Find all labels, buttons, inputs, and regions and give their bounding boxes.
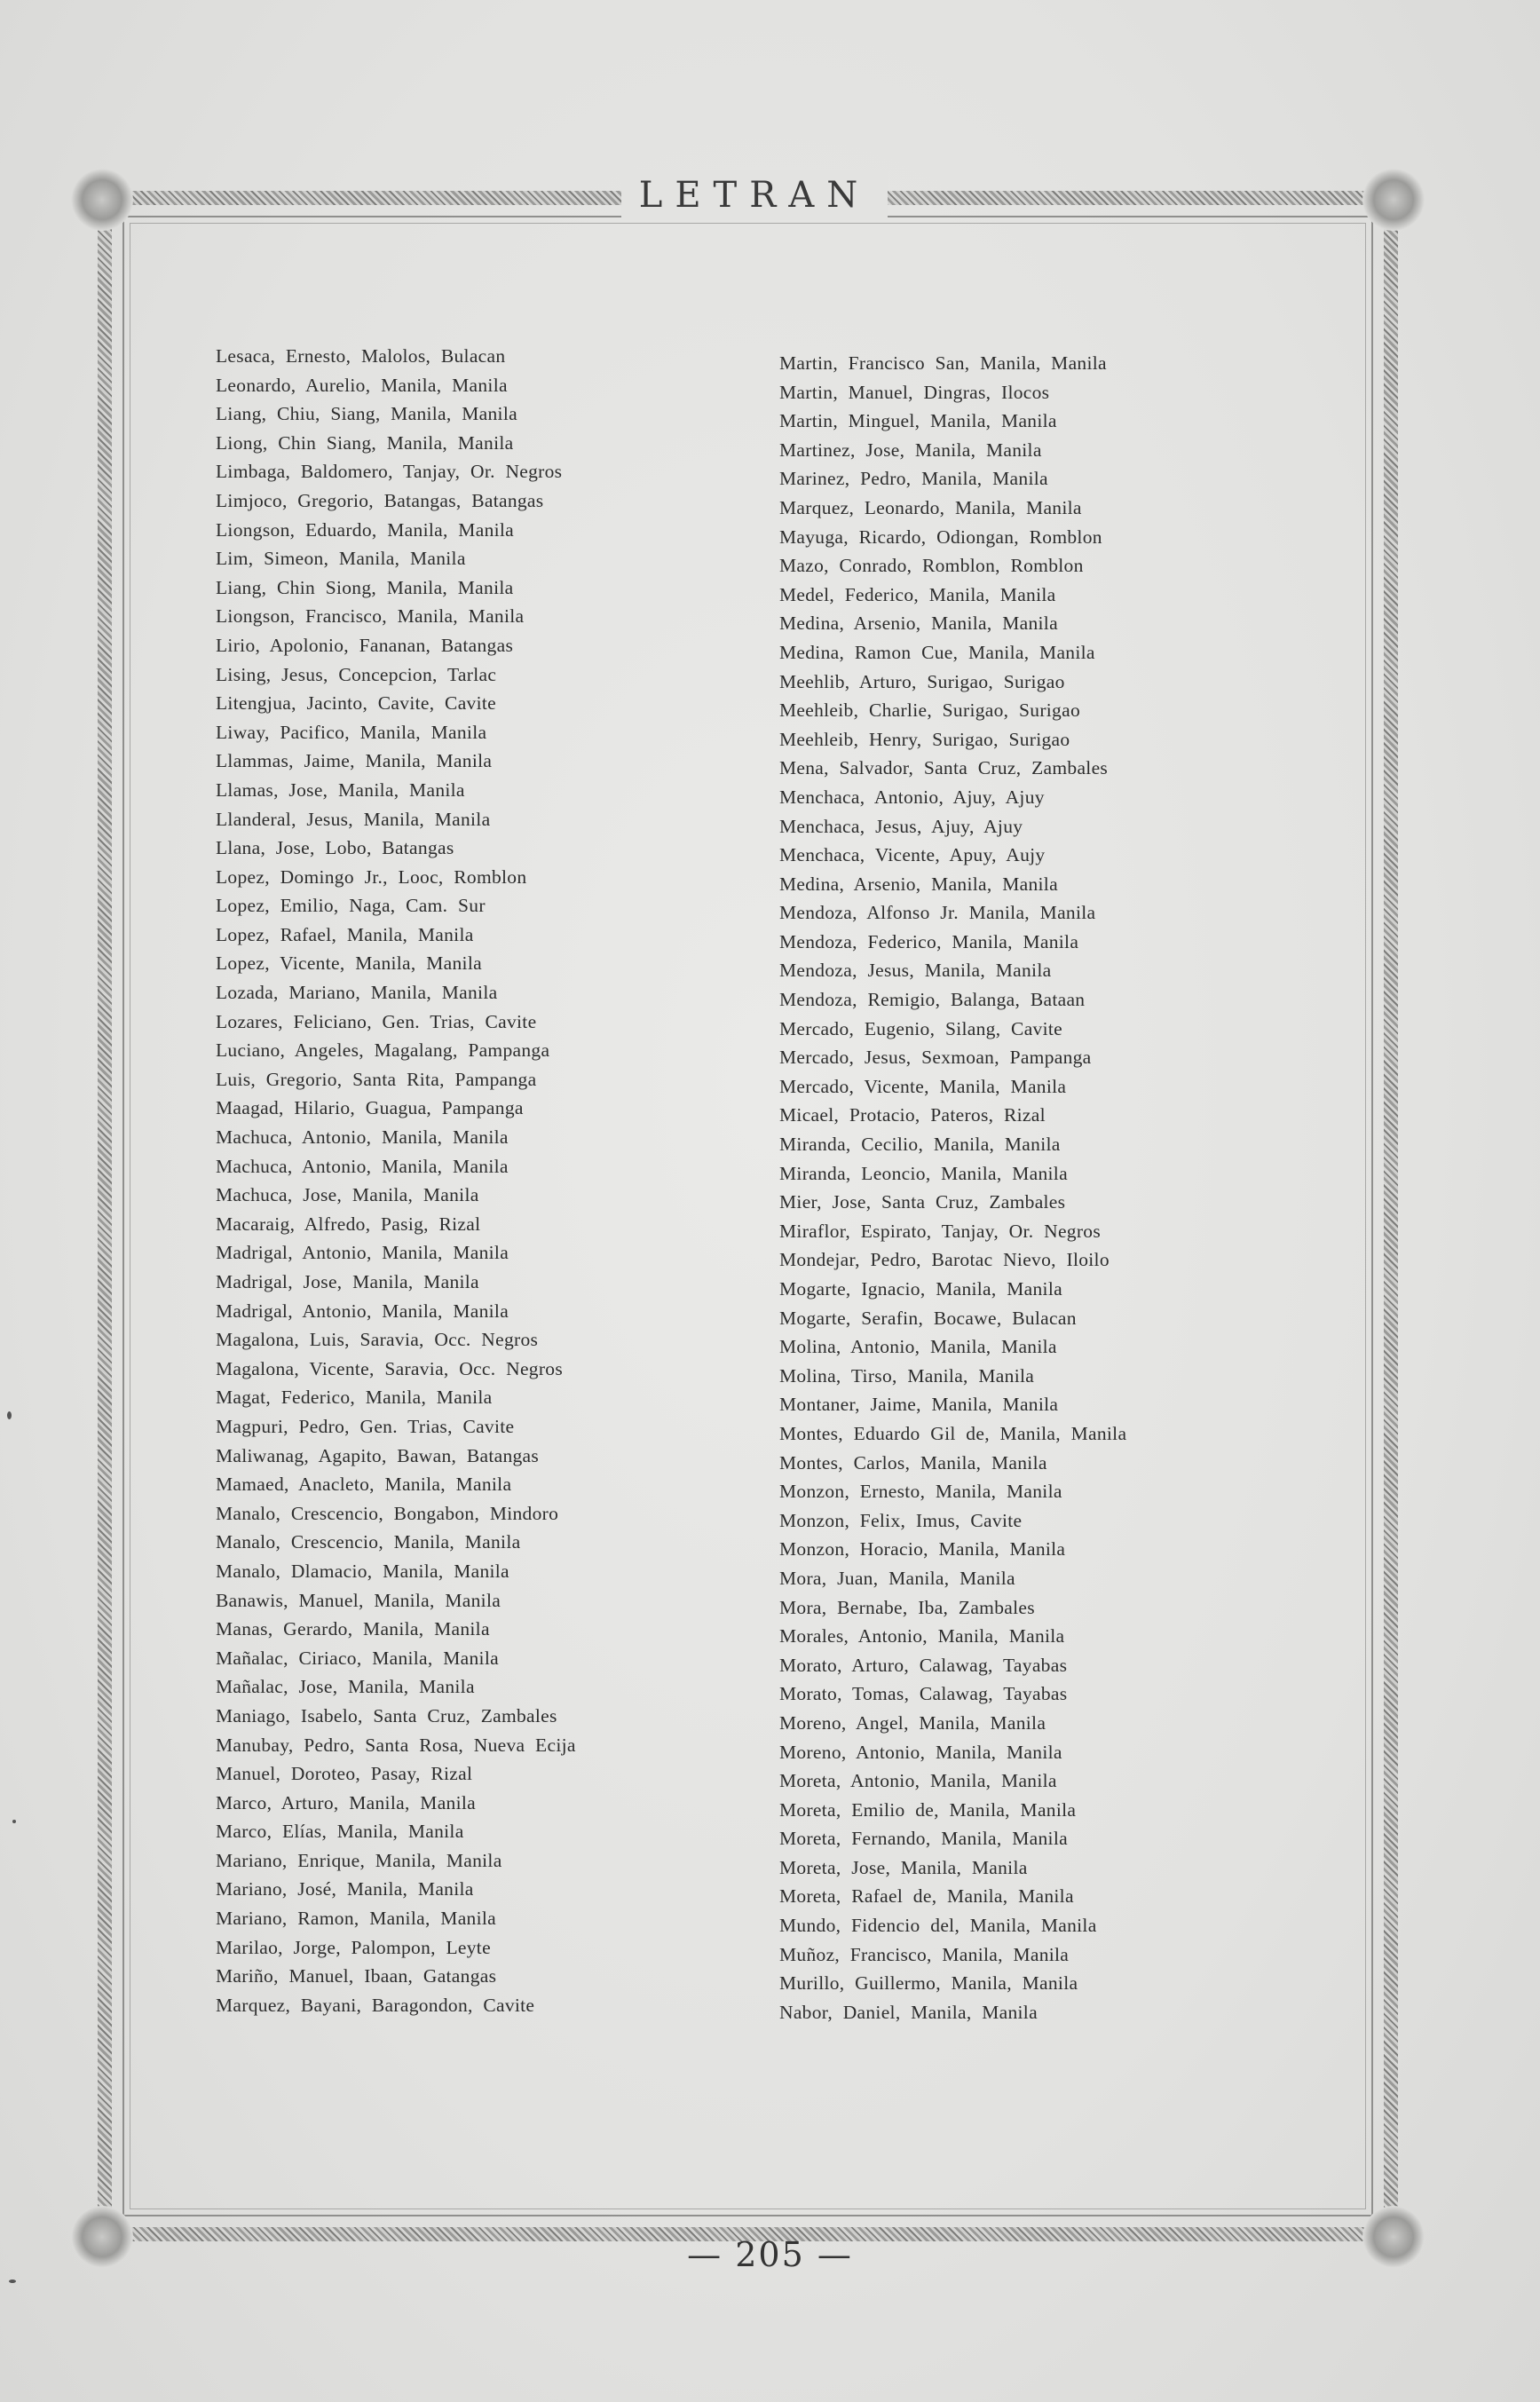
list-item: Mamaed, Anacleto, Manila, Manila: [216, 1474, 512, 1496]
list-item: Montes, Carlos, Manila, Manila: [779, 1451, 1047, 1474]
list-item: Limjoco, Gregorio, Batangas, Batangas: [216, 489, 544, 511]
list-item: Medina, Ramon Cue, Manila, Manila: [779, 641, 1095, 663]
list-item: Lopez, Rafael, Manila, Manila: [216, 923, 474, 945]
list-item: Murillo, Guillermo, Manila, Manila: [779, 1972, 1078, 1995]
list-item: Magalona, Luis, Saravia, Occ. Negros: [216, 1329, 539, 1351]
list-item: Mendoza, Jesus, Manila, Manila: [779, 960, 1052, 982]
list-item: Medel, Federico, Manila, Manila: [779, 583, 1056, 605]
list-item: Mañalac, Jose, Manila, Manila: [216, 1676, 475, 1698]
list-item: Moreta, Rafael de, Manila, Manila: [779, 1885, 1074, 1908]
list-item: Mogarte, Ignacio, Manila, Manila: [779, 1278, 1062, 1300]
list-item: Martin, Minguel, Manila, Manila: [779, 410, 1057, 432]
list-item: Mogarte, Serafin, Bocawe, Bulacan: [779, 1307, 1077, 1329]
list-item: Madrigal, Jose, Manila, Manila: [216, 1271, 479, 1292]
list-item: Mora, Bernabe, Iba, Zambales: [779, 1596, 1035, 1618]
list-item: Mercado, Vicente, Manila, Manila: [779, 1075, 1067, 1097]
list-item: Monzon, Felix, Imus, Cavite: [779, 1509, 1023, 1531]
list-item: Llammas, Jaime, Manila, Manila: [216, 750, 493, 772]
list-item: Muñoz, Francisco, Manila, Manila: [779, 1943, 1070, 1965]
list-item: Machuca, Antonio, Manila, Manila: [216, 1126, 509, 1149]
list-item: Molina, Tirso, Manila, Manila: [779, 1364, 1035, 1387]
list-item: Madrigal, Antonio, Manila, Manila: [216, 1242, 509, 1264]
print-speck: [7, 1411, 12, 1419]
list-item: Marquez, Bayani, Baragondon, Cavite: [216, 1994, 535, 2016]
list-item: Morato, Tomas, Calawag, Tayabas: [779, 1683, 1068, 1705]
list-item: Magalona, Vicente, Saravia, Occ. Negros: [216, 1357, 564, 1379]
list-item: Lising, Jesus, Concepcion, Tarlac: [216, 663, 497, 685]
list-item: Micael, Protacio, Pateros, Rizal: [779, 1104, 1046, 1126]
list-item: Morales, Antonio, Manila, Manila: [779, 1625, 1065, 1647]
list-item: Mariño, Manuel, Ibaan, Gatangas: [216, 1965, 497, 1987]
list-item: Mendoza, Remigio, Balanga, Bataan: [779, 989, 1086, 1011]
list-item: Mendoza, Federico, Manila, Manila: [779, 930, 1079, 952]
list-item: Luciano, Angeles, Magalang, Pampanga: [216, 1039, 550, 1062]
list-item: Lopez, Domingo Jr., Looc, Romblon: [216, 865, 527, 888]
list-item: Moreta, Emilio de, Manila, Manila: [779, 1798, 1077, 1821]
list-item: Luis, Gregorio, Santa Rita, Pampanga: [216, 1068, 537, 1090]
list-item: Meehleib, Henry, Surigao, Surigao: [779, 728, 1070, 750]
list-item: Lozada, Mariano, Manila, Manila: [216, 982, 498, 1004]
print-speck: [12, 1820, 16, 1823]
list-item: Molina, Antonio, Manila, Manila: [779, 1336, 1057, 1358]
list-item: Machuca, Antonio, Manila, Manila: [216, 1155, 509, 1177]
list-item: Manuel, Doroteo, Pasay, Rizal: [216, 1763, 473, 1785]
list-item: Miranda, Leoncio, Manila, Manila: [779, 1162, 1068, 1184]
list-item: Limbaga, Baldomero, Tanjay, Or. Negros: [216, 461, 563, 483]
list-item: Liang, Chiu, Siang, Manila, Manila: [216, 403, 517, 425]
list-item: Mercado, Jesus, Sexmoan, Pampanga: [779, 1047, 1092, 1069]
list-item: Liongson, Eduardo, Manila, Manila: [216, 518, 515, 541]
list-item: Mundo, Fidencio del, Manila, Manila: [779, 1915, 1097, 1937]
list-item: Meehleib, Charlie, Surigao, Surigao: [779, 699, 1080, 722]
list-item: Miraflor, Espirato, Tanjay, Or. Negros: [779, 1220, 1102, 1242]
list-item: Marco, Elías, Manila, Manila: [216, 1821, 464, 1843]
list-item: Menchaca, Antonio, Ajuy, Ajuy: [779, 786, 1045, 808]
list-item: Montes, Eduardo Gil de, Manila, Manila: [779, 1422, 1127, 1444]
left-name-list: [216, 342, 784, 2019]
list-item: Marilao, Jorge, Palompon, Leyte: [216, 1936, 491, 1958]
page-number: — 205 —: [687, 2235, 853, 2274]
list-item: Llanderal, Jesus, Manila, Manila: [216, 808, 491, 830]
list-item: Marquez, Leonardo, Manila, Manila: [779, 496, 1082, 518]
list-item: Montaner, Jaime, Manila, Manila: [779, 1394, 1059, 1416]
page-title: LETRAN: [638, 175, 871, 216]
list-item: Llana, Jose, Lobo, Batangas: [216, 837, 454, 859]
list-item: Maagad, Hilario, Guagua, Pampanga: [216, 1097, 524, 1119]
list-item: Manalo, Crescencio, Manila, Manila: [216, 1531, 521, 1553]
header: [621, 170, 888, 220]
list-item: Llamas, Jose, Manila, Manila: [216, 778, 465, 801]
list-item: Manalo, Dlamacio, Manila, Manila: [216, 1560, 509, 1582]
list-item: Medina, Arsenio, Manila, Manila: [779, 612, 1058, 635]
list-item: Mayuga, Ricardo, Odiongan, Romblon: [779, 525, 1102, 548]
list-item: Manalo, Crescencio, Bongabon, Mindoro: [216, 1502, 559, 1524]
list-item: Manubay, Pedro, Santa Rosa, Nueva Ecija: [216, 1734, 576, 1756]
list-item: Meehlib, Arturo, Surigao, Surigao: [779, 670, 1065, 692]
list-item: Maliwanag, Agapito, Bawan, Batangas: [216, 1444, 540, 1466]
list-item: Moreta, Jose, Manila, Manila: [779, 1856, 1028, 1878]
list-item: Morato, Arturo, Calawag, Tayabas: [779, 1654, 1068, 1676]
list-item: Mercado, Eugenio, Silang, Cavite: [779, 1017, 1062, 1039]
list-item: Lozares, Feliciano, Gen. Trias, Cavite: [216, 1010, 537, 1032]
list-item: Monzon, Ernesto, Manila, Manila: [779, 1481, 1062, 1503]
list-item: Lesaca, Ernesto, Malolos, Bulacan: [216, 345, 506, 367]
list-item: Liongson, Francisco, Manila, Manila: [216, 605, 525, 628]
list-item: Mariano, José, Manila, Manila: [216, 1878, 474, 1900]
list-item: Mena, Salvador, Santa Cruz, Zambales: [779, 757, 1109, 779]
list-item: Lopez, Vicente, Manila, Manila: [216, 952, 482, 975]
list-item: Mazo, Conrado, Romblon, Romblon: [779, 555, 1084, 577]
list-item: Martinez, Jose, Manila, Manila: [779, 439, 1042, 461]
list-item: Miranda, Cecilio, Manila, Manila: [779, 1134, 1061, 1156]
list-item: Martin, Manuel, Dingras, Ilocos: [779, 381, 1050, 403]
list-item: Moreno, Antonio, Manila, Manila: [779, 1741, 1062, 1763]
list-item: Nabor, Daniel, Manila, Manila: [779, 2001, 1038, 2023]
corner-ornament-icon: [71, 169, 133, 231]
corner-ornament-icon: [1362, 169, 1425, 231]
list-item: Menchaca, Jesus, Ajuy, Ajuy: [779, 815, 1023, 837]
list-item: Moreta, Antonio, Manila, Manila: [779, 1770, 1057, 1792]
list-item: Medina, Arsenio, Manila, Manila: [779, 873, 1058, 895]
list-item: Mañalac, Ciriaco, Manila, Manila: [216, 1647, 499, 1669]
list-item: Machuca, Jose, Manila, Manila: [216, 1184, 479, 1206]
list-item: Macaraig, Alfredo, Pasig, Rizal: [216, 1213, 481, 1235]
list-item: Lim, Simeon, Manila, Manila: [216, 548, 466, 570]
list-item: Marinez, Pedro, Manila, Manila: [779, 468, 1048, 490]
list-item: Madrigal, Antonio, Manila, Manila: [216, 1300, 509, 1322]
list-item: Lirio, Apolonio, Fananan, Batangas: [216, 634, 514, 656]
list-item: Martin, Francisco San, Manila, Manila: [779, 352, 1107, 374]
list-item: Leonardo, Aurelio, Manila, Manila: [216, 374, 508, 396]
list-item: Liong, Chin Siang, Manila, Manila: [216, 431, 514, 454]
list-item: Moreno, Angel, Manila, Manila: [779, 1711, 1046, 1734]
list-item: Manas, Gerardo, Manila, Manila: [216, 1618, 490, 1640]
list-item: Maniago, Isabelo, Santa Cruz, Zambales: [216, 1704, 557, 1726]
list-item: Mier, Jose, Santa Cruz, Zambales: [779, 1191, 1066, 1213]
list-item: Monzon, Horacio, Manila, Manila: [779, 1538, 1066, 1561]
list-item: Mariano, Enrique, Manila, Manila: [216, 1849, 502, 1871]
list-item: Magat, Federico, Manila, Manila: [216, 1387, 493, 1409]
list-item: Mariano, Ramon, Manila, Manila: [216, 1908, 496, 1930]
print-speck: [9, 2280, 16, 2283]
list-item: Litengjua, Jacinto, Cavite, Cavite: [216, 692, 496, 715]
list-item: Banawis, Manuel, Manila, Manila: [216, 1589, 501, 1611]
list-item: Marco, Arturo, Manila, Manila: [216, 1791, 476, 1813]
list-item: Liway, Pacifico, Manila, Manila: [216, 721, 487, 743]
list-item: Mora, Juan, Manila, Manila: [779, 1567, 1015, 1589]
list-item: Mondejar, Pedro, Barotac Nievo, Iloilo: [779, 1249, 1110, 1271]
right-name-list: [779, 349, 1347, 2027]
list-item: Mendoza, Alfonso Jr. Manila, Manila: [779, 902, 1096, 924]
list-item: Moreta, Fernando, Manila, Manila: [779, 1828, 1068, 1850]
list-item: Menchaca, Vicente, Apuy, Aujy: [779, 844, 1046, 866]
list-item: Lopez, Emilio, Naga, Cam. Sur: [216, 895, 486, 917]
list-item: Magpuri, Pedro, Gen. Trias, Cavite: [216, 1415, 515, 1437]
list-item: Liang, Chin Siong, Manila, Manila: [216, 576, 514, 598]
